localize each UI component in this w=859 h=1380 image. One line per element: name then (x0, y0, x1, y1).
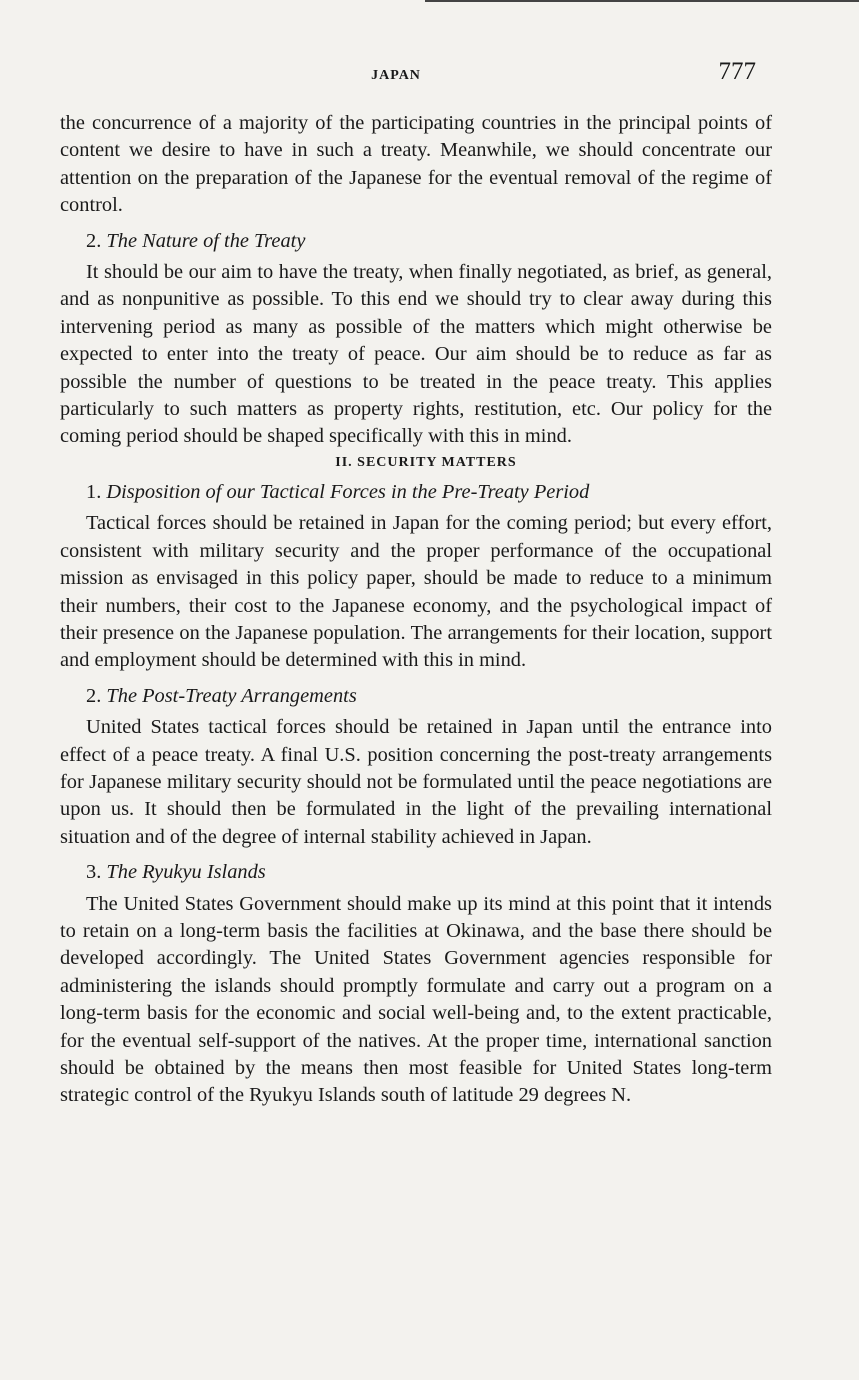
running-head: JAPAN (371, 68, 421, 83)
paragraph-tactical-forces: Tactical forces should be retained in Japan for the coming period; but every effort, consistent with military security and the proper performance of the occupational mission as envisaged in this policy paper, should be made to reduce to a minimum their numbers, their cost to the Japanese economy, and the psychological impact of their presence on the Japanese population. The arrangements for their location, support and employment should be determined with this in mind. (60, 512, 772, 672)
subheading-number: 1. (86, 480, 102, 503)
subheading-title: The Ryukyu Islands (106, 861, 266, 884)
subheading-title: The Post-Treaty Arrangements (106, 684, 357, 707)
paragraph-ryukyu-islands: The United States Government should make up its mind at this point that it intends to retain on a long-term basis the facilities at Okinawa, and the base there should be developed accordingly. The United States Government agencies responsible for administering the islands should promptly formulate and carry out a program on a long-term basis for the economic and social well-being and, to the extent practicable, for the eventual self-support of the natives. At the proper time, international sanction should be obtained by the means then most feasible for United States long-term strategic control of the Ryukyu Islands south of latitude 29 degrees N. (60, 892, 772, 1107)
section-heading-security-matters: II. SECURITY MATTERS (335, 454, 517, 470)
subheading-tactical-forces (60, 479, 772, 506)
subheading-title: Disposition of our Tactical Forces in the Pre-Treaty Period (106, 480, 590, 503)
document-page (60, 58, 772, 1110)
subheading-post-treaty (60, 683, 772, 710)
subheading-ryukyu-islands (60, 859, 772, 886)
page-header (60, 58, 772, 98)
top-rule (425, 0, 859, 2)
subheading-number: 2. (86, 684, 102, 707)
page-number: 777 (718, 58, 756, 85)
paragraph-nature-of-treaty: It should be our aim to have the treaty, when finally negotiated, as brief, as general, and as nonpunitive as possible. To this end we should try to clear away during this intervening period as many as possible of the matters which might otherwise be expected to enter into the treaty of peace. Our aim should be to reduce as far as possible the number of questions to be treated in the peace treaty. This applies particularly to such matters as property rights, restitution, etc. Our policy for the coming period should be shaped specifically with this in mind. (60, 261, 772, 448)
paragraph-continuation: the concurrence of a majority of the participating countries in the principal points of content we desire to have in such a treaty. Meanwhile, we should concentrate our attention on the preparation of the Japanese for the eventual removal of the regime of control. (60, 112, 772, 217)
subheading-nature-of-treaty (60, 228, 772, 255)
subheading-number: 3. (86, 861, 102, 884)
paragraph-post-treaty: United States tactical forces should be retained in Japan until the entrance into effect of a peace treaty. A final U.S. position concerning the post-treaty arrangements for Japanese military security should not be formulated until the peace negotiations are upon us. It should then be formulated in the light of the prevailing international situation and of the degree of internal stability achieved in Japan. (60, 716, 772, 848)
subheading-number: 2. (86, 229, 102, 252)
subheading-title: The Nature of the Treaty (106, 229, 306, 252)
